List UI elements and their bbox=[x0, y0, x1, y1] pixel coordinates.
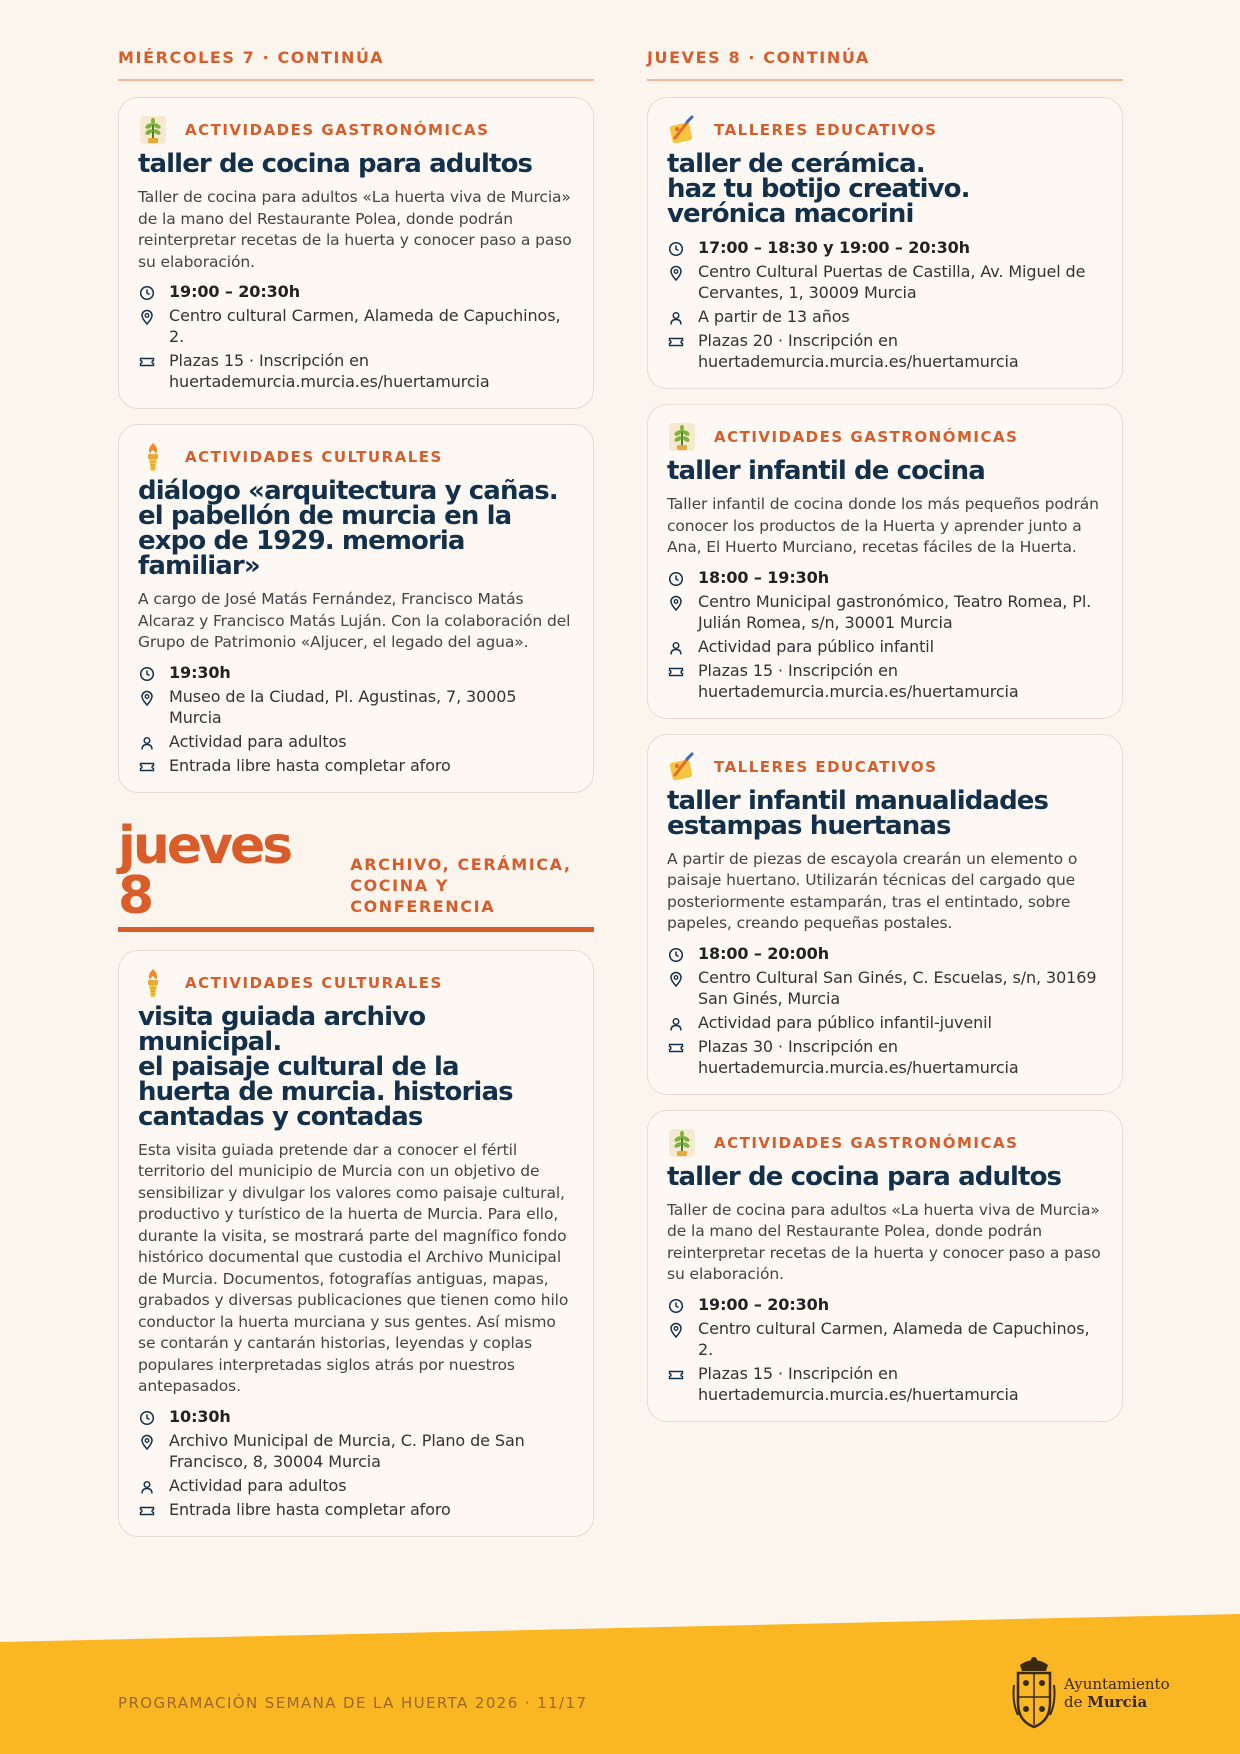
craft-tools-icon bbox=[667, 751, 697, 783]
person-icon bbox=[139, 1479, 155, 1495]
event-tickets: Plazas 15 · Inscripción en huertademurcia.murcia.es/huertamurcia bbox=[667, 660, 1103, 702]
category-label: TALLERES EDUCATIVOS bbox=[714, 757, 938, 776]
event-time: 19:30h bbox=[138, 662, 574, 683]
event-category bbox=[667, 1127, 1103, 1159]
wheat-plant-icon bbox=[667, 1127, 697, 1159]
right-column bbox=[647, 48, 1123, 1437]
event-description: Taller de cocina para adultos «La huerta viva de Murcia» de la mano del Restaurante Polea, donde podrán reinterpretar recetas de la huerta y conocer paso a paso su elaboración. bbox=[667, 1200, 1101, 1283]
event-audience: Actividad para adultos bbox=[138, 731, 574, 752]
event-time: 19:00 – 20:30h bbox=[138, 281, 574, 302]
category-label: TALLERES EDUCATIVOS bbox=[714, 121, 938, 139]
event-category bbox=[667, 421, 1103, 453]
wheat-plant-icon bbox=[667, 421, 697, 453]
category-label: ACTIVIDADES CULTURALES bbox=[185, 973, 443, 992]
event-location: Centro Cultural San Ginés, C. Escuelas, s/n, 30169 San Ginés, Murcia bbox=[667, 967, 1103, 1009]
event-location: Museo de la Ciudad, Pl. Agustinas, 7, 30005 Murcia bbox=[138, 686, 574, 728]
event-description: A partir de piezas de escayola crearán un elemento o paisaje huertano. Utilizarán técnicas del cargado que posteriormente estamparán, tras el entintado, sobre papeles, creando pequeñas postales. bbox=[667, 849, 1078, 932]
event-tickets: Plazas 15 · Inscripción en huertademurcia.murcia.es/huertamurcia bbox=[138, 350, 574, 392]
location-pin-icon bbox=[668, 971, 684, 987]
location-pin-icon bbox=[139, 690, 155, 706]
person-icon bbox=[139, 735, 155, 751]
clock-icon bbox=[139, 666, 155, 682]
event-card bbox=[647, 404, 1123, 719]
location-pin-icon bbox=[139, 309, 155, 325]
day-name: jueves 8 bbox=[118, 815, 291, 926]
event-time: 10:30h bbox=[138, 1406, 574, 1427]
event-location: Centro Municipal gastronómico, Teatro Romea, Pl. Julián Romea, s/n, 30001 Murcia bbox=[667, 591, 1103, 633]
event-audience: Actividad para público infantil-juvenil bbox=[667, 1012, 1103, 1033]
category-label: ACTIVIDADES GASTRONÓMICAS bbox=[714, 428, 1019, 446]
ticket-icon bbox=[668, 664, 684, 680]
event-tickets: Entrada libre hasta completar aforo bbox=[138, 1499, 574, 1520]
ticket-icon bbox=[668, 1040, 684, 1056]
location-pin-icon bbox=[139, 1434, 155, 1450]
category-label: ACTIVIDADES GASTRONÓMICAS bbox=[185, 121, 490, 139]
event-description: Taller de cocina para adultos «La huerta viva de Murcia» de la mano del Restaurante Polea, donde podrán reinterpretar recetas de la huerta y conocer paso a paso su elaboración. bbox=[138, 188, 572, 271]
wheat-plant-icon bbox=[138, 114, 168, 146]
event-card bbox=[647, 97, 1123, 389]
day-subtitle: ARCHIVO, CERÁMICA, COCINA Y CONFERENCIA bbox=[350, 854, 572, 916]
left-column bbox=[118, 48, 594, 1552]
event-category bbox=[667, 751, 1103, 783]
event-category bbox=[667, 114, 1103, 146]
event-audience: Actividad para adultos bbox=[138, 1475, 574, 1496]
event-title: visita guiada archivo municipal. el paisaje cultural de la huerta de murcia. historias cantadas y contadas bbox=[138, 1001, 513, 1132]
column-header: JUEVES 8 · CONTINÚA bbox=[647, 48, 1123, 81]
craft-tools-icon bbox=[667, 114, 697, 146]
category-label: ACTIVIDADES GASTRONÓMICAS bbox=[714, 1133, 1019, 1152]
event-location: Archivo Municipal de Murcia, C. Plano de San Francisco, 8, 30004 Murcia bbox=[138, 1430, 574, 1472]
event-time: 18:00 – 19:30h bbox=[667, 567, 1103, 588]
coat-of-arms-icon bbox=[1010, 1655, 1058, 1731]
event-card bbox=[118, 97, 594, 409]
ticket-icon bbox=[668, 334, 684, 350]
ticket-icon bbox=[139, 1503, 155, 1519]
event-audience: Actividad para público infantil bbox=[667, 636, 1103, 657]
event-time: 18:00 – 20:00h bbox=[667, 943, 1103, 964]
ticket-icon bbox=[139, 759, 155, 775]
location-pin-icon bbox=[668, 595, 684, 611]
ticket-icon bbox=[668, 1367, 684, 1383]
event-title: taller de cocina para adultos bbox=[667, 1161, 1062, 1192]
event-category bbox=[138, 967, 574, 999]
event-tickets: Plazas 30 · Inscripción en huertademurcia.murcia.es/huertamurcia bbox=[667, 1036, 1103, 1078]
clock-icon bbox=[139, 285, 155, 301]
event-title: taller infantil de cocina bbox=[667, 456, 985, 486]
column-header: MIÉRCOLES 7 · CONTINÚA bbox=[118, 48, 594, 81]
event-title: taller de cocina para adultos bbox=[138, 149, 533, 179]
event-time: 17:00 – 18:30 y 19:00 – 20:30h bbox=[667, 237, 1103, 258]
event-location: Centro cultural Carmen, Alameda de Capuchinos, 2. bbox=[667, 1318, 1103, 1360]
clock-icon bbox=[668, 947, 684, 963]
torch-icon bbox=[138, 441, 168, 473]
event-card bbox=[118, 424, 594, 793]
city-logo bbox=[1010, 1655, 1170, 1731]
ticket-icon bbox=[139, 354, 155, 370]
clock-icon bbox=[668, 241, 684, 257]
event-tickets: Plazas 20 · Inscripción en huertademurcia.murcia.es/huertamurcia bbox=[667, 330, 1103, 372]
person-icon bbox=[668, 310, 684, 326]
category-label: ACTIVIDADES CULTURALES bbox=[185, 448, 443, 466]
event-title: diálogo «arquitectura y cañas. el pabellón de murcia en la expo de 1929. memoria familiar» bbox=[138, 476, 558, 581]
clock-icon bbox=[668, 571, 684, 587]
clock-icon bbox=[668, 1298, 684, 1314]
event-tickets: Entrada libre hasta completar aforo bbox=[138, 755, 574, 776]
location-pin-icon bbox=[668, 265, 684, 281]
clock-icon bbox=[139, 1410, 155, 1426]
event-description: Taller infantil de cocina donde los más pequeños podrán conocer los productos de la Huerta y aprender junto a Ana, El Huerto Murciano, recetas fáciles de la Huerta. bbox=[667, 495, 1099, 556]
person-icon bbox=[668, 1016, 684, 1032]
event-location: Centro Cultural Puertas de Castilla, Av. Miguel de Cervantes, 1, 30009 Murcia bbox=[667, 261, 1103, 303]
event-title: taller de cerámica. haz tu botijo creativo. verónica macorini bbox=[667, 149, 970, 229]
event-card bbox=[118, 950, 594, 1537]
day-banner bbox=[118, 815, 594, 932]
event-audience: A partir de 13 años bbox=[667, 306, 1103, 327]
event-description: A cargo de José Matás Fernández, Francisco Matás Alcaraz y Francisco Matás Luján. Con la colaboración del Grupo de Patrimonio «Aljucer, el legado del agua». bbox=[138, 590, 571, 651]
event-card bbox=[647, 734, 1123, 1095]
event-card bbox=[647, 1110, 1123, 1422]
location-pin-icon bbox=[668, 1322, 684, 1338]
event-time: 19:00 – 20:30h bbox=[667, 1294, 1103, 1315]
event-description: Esta visita guiada pretende dar a conocer el fértil territorio del municipio de Murcia con un objetivo de sensibilizar y divulgar los valores como paisaje cultural, productivo y turístico de la huerta de Murcia. Para ello, durante la visita, se mostrará parte del magnífico fondo histórico documental que custodia el Archivo Municipal de Murcia. Documentos, fotografías antiguas, mapas, grabados y diversas publicaciones que tienen como hilo conductor la huerta murciana y sus gentes. Así mismo se contarán y cantarán historias, leyendas y coplas populares interpretadas siglos atrás por nuestros antepasados. bbox=[138, 1140, 569, 1395]
logo-text: Ayuntamiento de Murcia bbox=[1064, 1675, 1170, 1711]
person-icon bbox=[668, 640, 684, 656]
event-tickets: Plazas 15 · Inscripción en huertademurcia.murcia.es/huertamurcia bbox=[667, 1363, 1103, 1405]
event-title: taller infantil manualidades estampas huertanas bbox=[667, 785, 1049, 841]
footer-text: PROGRAMACIÓN SEMANA DE LA HUERTA 2026 · 11/17 bbox=[118, 1694, 588, 1712]
event-category bbox=[138, 114, 574, 146]
event-category bbox=[138, 441, 574, 473]
event-location: Centro cultural Carmen, Alameda de Capuchinos, 2. bbox=[138, 305, 574, 347]
torch-icon bbox=[138, 967, 168, 999]
